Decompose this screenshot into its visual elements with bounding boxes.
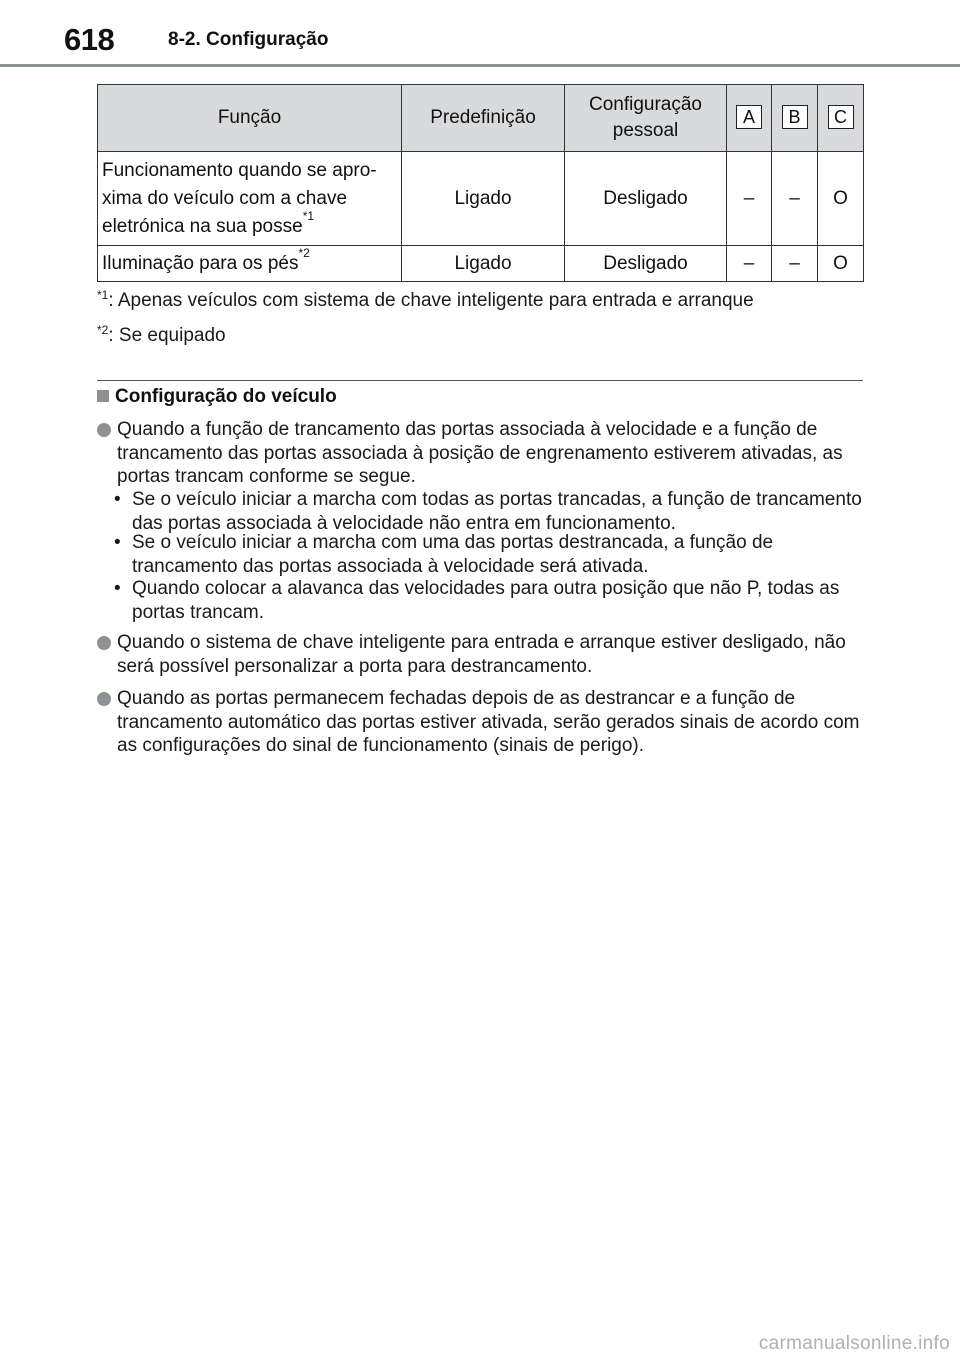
- page-number: 618: [64, 22, 115, 57]
- dash-item-2-text: Se o veículo iniciar a marcha com uma das portas destrancada, a função de trancamento das portas associada à velocidade será ativada.: [132, 532, 774, 577]
- row1-personal: Desligado: [565, 152, 727, 246]
- letter-a-box: A: [736, 105, 762, 129]
- row1-function-line3: eletrónica na sua posse: [102, 215, 303, 237]
- header-default: Predefinição: [402, 85, 565, 152]
- list-item: [97, 418, 867, 489]
- bullet-2-text: Quando o sistema de chave inteligente para entrada e arranque estiver desligado, não será possível personalizar a porta para destrancamento.: [117, 632, 846, 677]
- row2-personal: Desligado: [565, 246, 727, 282]
- header-personal-line1: Configuração: [588, 94, 703, 115]
- row2-c: O: [818, 246, 864, 282]
- row2-function-line1: Iluminação para os pés: [102, 252, 299, 274]
- table-row: [98, 152, 864, 246]
- list-item: [114, 531, 862, 578]
- row2-note: *2: [298, 246, 310, 261]
- row2-a: –: [727, 246, 772, 282]
- header-col-c: [818, 85, 864, 152]
- page-header: [0, 0, 960, 68]
- row1-function-line1: Funcionamento quando se apro-: [102, 159, 377, 181]
- table-header-row: [98, 85, 864, 152]
- dash-item-1-text: Se o veículo iniciar a marcha com todas as portas trancadas, a função de trancamento das portas associada à velocidade não entra em funcionamento.: [132, 489, 862, 534]
- settings-table: [97, 84, 864, 282]
- square-bullet-icon: [97, 390, 109, 402]
- row1-function: [98, 152, 402, 246]
- letter-c-box: C: [828, 105, 854, 129]
- header-personal-line2: pessoal: [612, 120, 679, 141]
- header-col-a: [727, 85, 772, 152]
- header-personal: [565, 85, 727, 152]
- dot-bullet-icon: •: [114, 578, 121, 599]
- header-function: Função: [98, 85, 402, 152]
- letter-b-box: B: [782, 105, 808, 129]
- section-divider: [97, 380, 863, 381]
- footnote-1-mark: *1: [97, 288, 109, 302]
- row1-note: *1: [302, 209, 315, 224]
- row1-b: –: [772, 152, 818, 246]
- dot-bullet-icon: •: [114, 532, 121, 553]
- watermark-text: carmanualsonline.info: [758, 1333, 950, 1354]
- circle-bullet-icon: [97, 636, 111, 650]
- subsection-heading-text: Configuração do veículo: [115, 386, 337, 407]
- row1-default: Ligado: [402, 152, 565, 246]
- footnote-2-text: : Se equipado: [108, 325, 226, 346]
- header-col-b: [772, 85, 818, 152]
- dot-bullet-icon: •: [114, 489, 121, 510]
- row2-b: –: [772, 246, 818, 282]
- row1-a: –: [727, 152, 772, 246]
- footnote-2-mark: *2: [97, 323, 109, 337]
- row2-function: [98, 246, 402, 282]
- row1-function-line2: xima do veículo com a chave: [102, 187, 348, 209]
- header-divider: [0, 64, 960, 67]
- list-item: [114, 577, 862, 624]
- footnote-1: [97, 290, 754, 312]
- circle-bullet-icon: [97, 423, 111, 437]
- bullet-3-text: Quando as portas permanecem fechadas depois de as destrancar e a função de trancamento automático das portas estiver ativada, serão gerados sinais de acordo com as configurações do sinal de funcionamento (sinais de perigo).: [117, 688, 860, 756]
- circle-bullet-icon: [97, 692, 111, 706]
- dash-item-3-text: Quando colocar a alavanca das velocidades para outra posição que não P, todas as portas trancam.: [132, 578, 840, 623]
- subsection-heading: [97, 386, 337, 408]
- footnote-2: [97, 325, 226, 347]
- bullet-1-text: Quando a função de trancamento das portas associada à velocidade e a função de trancamento das portas associada à posição de engrenamento estiverem ativadas, as portas trancam conforme se segue.: [117, 419, 843, 487]
- table-row: [98, 246, 864, 282]
- list-item: [114, 488, 862, 535]
- list-item: [97, 631, 867, 678]
- row2-default: Ligado: [402, 246, 565, 282]
- footnote-1-text: : Apenas veículos com sistema de chave inteligente para entrada e arranque: [108, 290, 754, 311]
- row1-c: O: [818, 152, 864, 246]
- section-title: 8-2. Configuração: [168, 29, 329, 50]
- list-item: [97, 687, 867, 758]
